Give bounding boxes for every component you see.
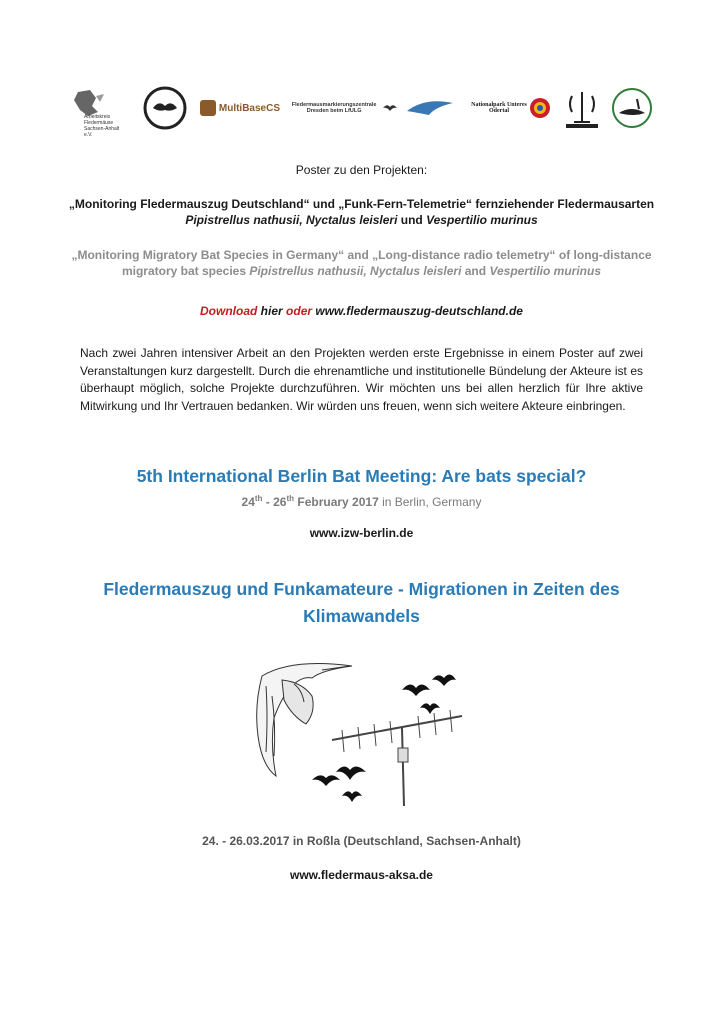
body-paragraph: Nach zwei Jahren intensiver Arbeit an den Projekten werden erste Ergebnisse in einem Poster auf zwei Veranstaltungen kurz dargestellt. Durch die ehrenamtliche und institutionelle Bündelung der Akteure ist es überhaupt möglich, solche Projekte durchzuführen. Wir möchten uns bei allen herzlich für Ihre aktive Mitwirkung und Ihr Vertrauen bedanken. Wir würden uns freuen, wenn sich weitere Akteure einbringen.: [80, 346, 643, 413]
izw-link[interactable]: www.izw-berlin.de: [309, 526, 414, 540]
arbeitskreis-logo: Arbeitskreis Fledermäuse Sachsen-Anhalt e.V.: [70, 86, 126, 130]
download-line: Download hier oder www.fledermauszug-deutschland.de: [200, 304, 523, 318]
target-logo: [528, 86, 552, 130]
intro-text: Poster zu den Projekten:: [295, 163, 428, 177]
berlin-meeting-heading: 5th International Berlin Bat Meeting: Are bats special?: [136, 466, 587, 486]
bat-antenna-illustration: [232, 656, 492, 816]
large-bat-drawing: [257, 664, 352, 776]
aksa-link[interactable]: www.fledermaus-aksa.de: [290, 868, 433, 882]
bat-icon: [383, 103, 397, 113]
multibasecs-logo: MultiBaseCS: [200, 86, 280, 130]
download-link[interactable]: Download: [200, 304, 258, 318]
bat-seal-logo: [142, 86, 188, 130]
radio-antenna-icon: [562, 86, 602, 130]
bird-wing-icon: [405, 93, 455, 123]
bird-logo: [610, 86, 654, 130]
fmz-bird-logo: [405, 86, 455, 130]
flm-heading: Fledermauszug und Funkamateure - Migrationen in Zeiten des Klimawandels: [103, 579, 620, 626]
fmz-dresden-logo: Fledermausmarkierungszentrale Dresden beim LfULG: [285, 86, 397, 130]
project-title-de: „Monitoring Fledermauszug Deutschland“ und „Funk-Fern-Telemetrie“ fernziehender Fledermausarten Pipistrellus nathusii, Nyctalus leisleri und Vespertilio murinus: [68, 197, 655, 227]
flying-bats: [312, 674, 456, 802]
multibase-icon: [200, 100, 216, 116]
seal-icon: [143, 86, 187, 130]
radio-logo: [562, 86, 602, 130]
bird-icon: [611, 87, 653, 129]
antenna-drawing: [332, 710, 462, 806]
rossla-meeting-date: 24. - 26.03.2017 in Roßla (Deutschland, Sachsen-Anhalt): [202, 834, 521, 848]
logo-row: [70, 86, 660, 138]
nationalpark-logo: Nationalpark Unteres Odertal: [471, 102, 527, 114]
berlin-meeting-date: 24th - 26th February 2017 in Berlin, Germany: [241, 494, 482, 509]
project-title-en: „Monitoring Migratory Bat Species in Germany“ and „Long-distance radio telemetry“ of long-distance migratory bat species Pipistrellus nathusii, Nyctalus leisleri and Vespertilio murinus: [71, 248, 652, 278]
fledermauszug-link[interactable]: www.fledermauszug-deutschland.de: [312, 304, 523, 318]
target-icon: [529, 97, 551, 119]
